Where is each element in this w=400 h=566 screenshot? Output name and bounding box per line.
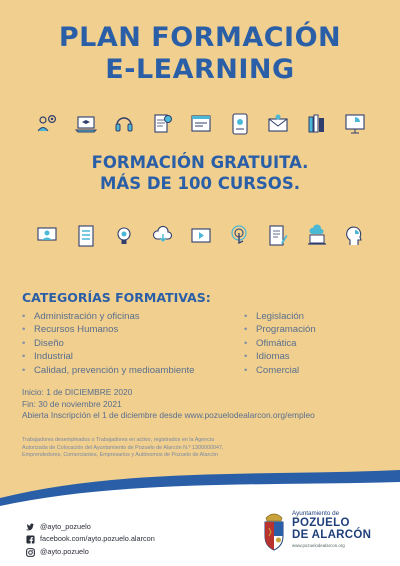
fineprint-line: Trabajadores desempleados o Trabajadores en activo, registrados en la Agencia <box>22 437 215 443</box>
touch-click-icon <box>229 223 251 249</box>
social-links <box>26 521 155 558</box>
lightbulb-gear-icon <box>113 223 135 249</box>
title-line-1: PLAN FORMACIÓN <box>58 22 342 53</box>
page-title <box>0 22 400 86</box>
people-gears-icon <box>36 111 58 137</box>
twitter-handle: @ayto_pozuelo <box>40 522 91 531</box>
category-item: • Calidad, prevención y medioambiente <box>22 364 195 377</box>
enrollment-info: Abierta Inscripción el 1 de diciembre desde www.pozuelodealarcon.org/empleo <box>22 410 315 420</box>
instagram-icon <box>26 548 35 557</box>
headset-icon <box>113 111 135 137</box>
city-council-logo <box>262 508 390 562</box>
web-browser-icon <box>190 111 212 137</box>
logo-text <box>292 508 388 548</box>
start-date: Inicio: 1 de DICIEMBRE 2020 <box>22 387 133 397</box>
category-item: • Recursos Humanos <box>22 323 195 336</box>
course-dates <box>22 387 315 422</box>
category-item: • Ofimática <box>244 337 316 350</box>
cloud-laptop-icon <box>306 223 328 249</box>
document-pen-icon <box>267 223 289 249</box>
end-date: Fin: 30 de noviembre 2021 <box>22 398 122 409</box>
logo-website: www.pozuelodealarcon.org <box>292 543 345 548</box>
coat-of-arms-icon <box>262 510 286 554</box>
presentation-chart-icon <box>344 111 366 137</box>
icon-strip-top <box>36 104 366 144</box>
document-search-icon <box>152 111 174 137</box>
head-chart-icon <box>344 223 366 249</box>
eligibility-text <box>22 437 322 460</box>
checklist-icon <box>75 223 97 249</box>
categories-title: CATEGORÍAS FORMATIVAS: <box>22 290 211 305</box>
category-item: • Programación <box>244 323 316 336</box>
twitter-icon <box>26 523 35 532</box>
category-item: • Diseño <box>22 337 195 350</box>
instagram-link[interactable] <box>26 546 155 558</box>
logo-ayuntamiento: Ayuntamiento de <box>292 510 340 517</box>
facebook-link[interactable] <box>26 533 155 545</box>
video-book-icon <box>190 223 212 249</box>
fineprint-line: Emprendedores, Comerciantes, Empresarios y Autónomos de Pozuelo de Alarcón <box>22 452 218 459</box>
fineprint-line: Autorizada de Colocación del Ayuntamiento de Pozuelo de Alarcón N.º 1300000047, <box>22 444 224 451</box>
headline-line-1: FORMACIÓN GRATUITA. <box>91 153 309 172</box>
facebook-url: facebook.com/ayto.pozuelo.alarcon <box>40 534 155 544</box>
instagram-handle: @ayto.pozuelo <box>40 546 89 556</box>
cloud-download-icon <box>152 223 174 249</box>
title-line-2: E-LEARNING <box>105 54 295 85</box>
facebook-icon <box>26 535 35 544</box>
logo-name-2: DE ALARCÓN <box>292 529 372 541</box>
online-education-icon <box>36 223 58 249</box>
headline <box>0 152 400 194</box>
laptop-graduation-icon <box>75 111 97 137</box>
category-item: • Industrial <box>22 350 195 363</box>
email-icon <box>267 111 289 137</box>
category-item: • Administración y oficinas <box>22 310 195 323</box>
books-icon <box>306 111 328 137</box>
twitter-link[interactable] <box>26 521 155 533</box>
icon-strip-middle <box>36 216 366 256</box>
category-item: • Legislación <box>244 310 316 323</box>
logo-name-1: POZUELO <box>292 517 350 529</box>
tablet-icon <box>229 111 251 137</box>
categories-list-right <box>244 310 316 377</box>
categories-list-left <box>22 310 195 377</box>
category-item: • Comercial <box>244 364 316 377</box>
category-item: • Idiomas <box>244 350 316 363</box>
headline-line-2: MÁS DE 100 CURSOS. <box>100 174 300 193</box>
